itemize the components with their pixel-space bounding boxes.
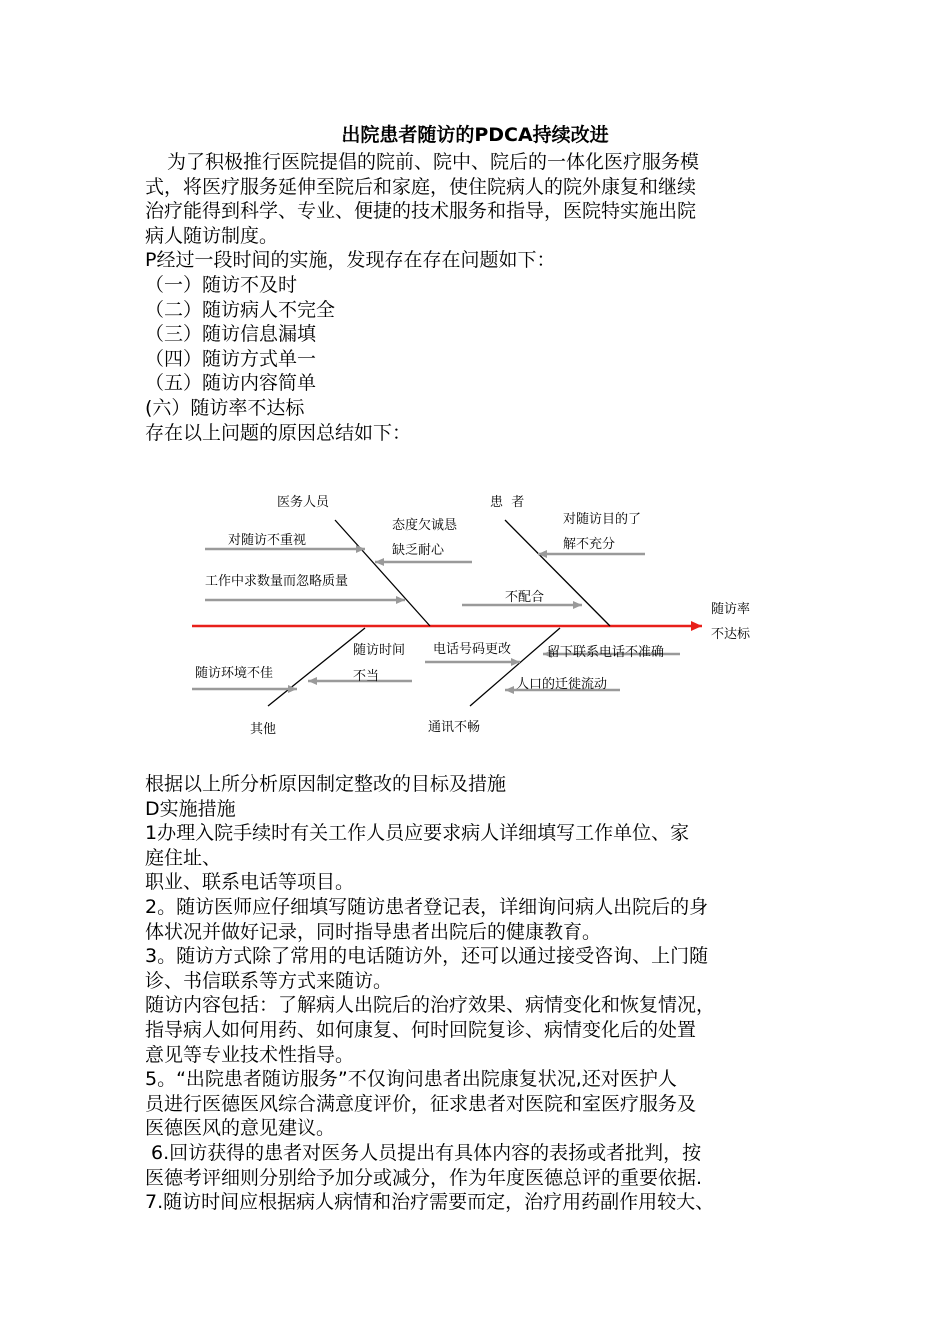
cause-label: 对随访不重视 xyxy=(228,533,307,548)
category-patient: 患 者 xyxy=(490,495,525,510)
cause-label: 解不充分 xyxy=(563,537,616,552)
paragraph-line: 员进行医德医风综合满意度评价，征求患者对医院和室医疗服务及 xyxy=(145,1092,697,1115)
paragraph-line: 根据以上所分析原因制定整改的目标及措施 xyxy=(145,773,507,795)
paragraph-line: 意见等专业技术性指导。 xyxy=(145,1043,355,1066)
result-label: 随访率 xyxy=(711,602,751,617)
paragraph-line: 存在以上问题的原因总结如下： xyxy=(145,421,412,444)
problem-item: (六）随访率不达标 xyxy=(145,396,305,419)
paragraph-line: 为了积极推行医院提倡的院前、院中、院后的一体化医疗服务模 xyxy=(167,151,700,173)
paragraph-line: 病人随访制度。 xyxy=(145,224,279,247)
cause-label: 留下联系电话不准确 xyxy=(547,645,665,660)
paragraph-line: 指导病人如何用药、如何康复、何时回院复诊、病情变化后的处置 xyxy=(145,1018,697,1041)
paragraph-line: 庭住址、 xyxy=(145,846,222,869)
problem-item: （四）随访方式单一 xyxy=(145,347,317,370)
paragraph-line: 医德医风的意见建议。 xyxy=(145,1117,336,1140)
paragraph-line: 6.回访获得的患者对医务人员提出有具体内容的表扬或者批判，按 xyxy=(145,1141,702,1164)
paragraph-line: 2。随访医师应仔细填写随访患者登记表，详细询问病人出院后的身 xyxy=(145,895,709,918)
measures-section xyxy=(145,772,825,1215)
paragraph-line: 医德考评细则分别给予加分或减分，作为年度医德总评的重要依据. xyxy=(145,1166,703,1189)
cause-label: 缺乏耐心 xyxy=(392,543,445,558)
bone-staff xyxy=(335,520,430,626)
intro-section xyxy=(145,150,825,445)
paragraph-line: 治疗能得到科学、专业、便捷的技术服务和指导，医院特实施出院 xyxy=(145,200,697,223)
paragraph-line: 职业、联系电话等项目。 xyxy=(145,871,355,894)
bone-patient xyxy=(505,520,610,626)
cause-label: 电话号码更改 xyxy=(433,642,512,657)
paragraph-line: 3。随访方式除了常用的电话随访外，还可以通过接受咨询、上门随 xyxy=(145,945,709,968)
bone-comm xyxy=(470,628,560,706)
problem-item: （五）随访内容简单 xyxy=(145,372,317,395)
paragraph-line: 5。“出院患者随访服务”不仅询问患者出院康复状况,还对医护人 xyxy=(145,1068,677,1091)
bone-other xyxy=(268,628,365,706)
cause-label: 随访时间 xyxy=(353,643,406,658)
paragraph-line: 式，将医疗服务延伸至院后和家庭，使住院病人的院外康复和继续 xyxy=(145,175,697,198)
problem-item: （二）随访病人不完全 xyxy=(145,298,336,321)
problem-item: （一）随访不及时 xyxy=(145,273,298,296)
category-staff: 医务人员 xyxy=(277,495,330,510)
problem-item: （三）随访信息漏填 xyxy=(145,323,317,346)
cause-label: 工作中求数量而忽略质量 xyxy=(205,574,349,589)
category-comm: 通讯不畅 xyxy=(428,720,481,735)
category-other: 其他 xyxy=(250,722,277,737)
cause-label: 不配合 xyxy=(505,590,545,605)
cause-label: 不当 xyxy=(353,669,380,684)
cause-label: 随访环境不佳 xyxy=(195,666,274,681)
paragraph-line: 体状况并做好记录，同时指导患者出院后的健康教育。 xyxy=(145,920,602,943)
cause-label: 对随访目的了 xyxy=(563,512,642,527)
fishbone-diagram xyxy=(180,482,800,752)
paragraph-line: 7.随访时间应根据病人病情和治疗需要而定，治疗用药副作用较大、 xyxy=(145,1191,715,1214)
section-heading: D实施措施 xyxy=(145,797,236,820)
document-title: 出院患者随访的PDCA持续改进 xyxy=(341,124,609,146)
paragraph-line: 随访内容包括：了解病人出院后的治疗效果、病情变化和恢复情况， xyxy=(145,994,716,1017)
paragraph-line: 诊、书信联系等方式来随访。 xyxy=(145,969,393,992)
cause-label: 态度欠诚恳 xyxy=(392,518,458,533)
paragraph-line: P经过一段时间的实施，发现存在存在问题如下： xyxy=(145,249,556,272)
paragraph-line: 1办理入院手续时有关工作人员应要求病人详细填写工作单位、家 xyxy=(145,822,690,845)
result-label: 不达标 xyxy=(711,627,751,642)
cause-label: 人口的迁徙流动 xyxy=(516,677,608,692)
